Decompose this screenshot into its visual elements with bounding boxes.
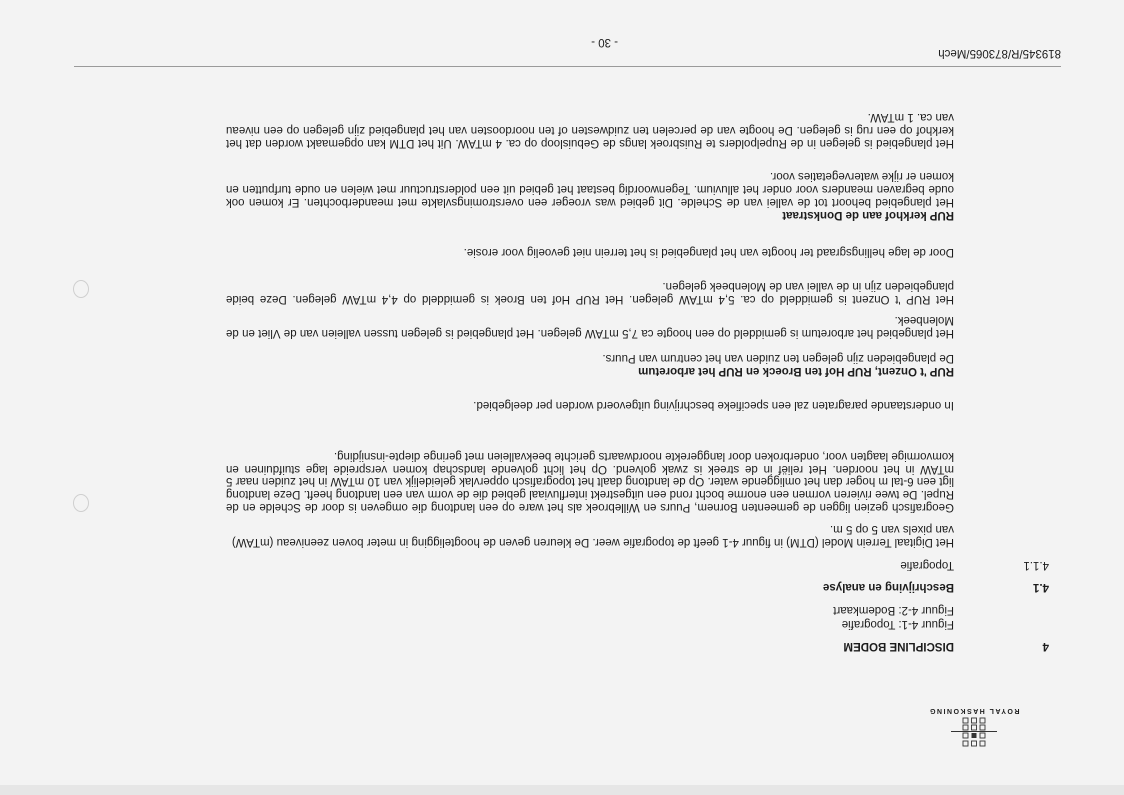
- subheading-kerkhof: RUP kerkhof aan de Donkstraat: [782, 209, 954, 221]
- subsection-title: Beschrijving en analyse: [822, 581, 954, 593]
- page-number: - 30 -: [591, 36, 618, 48]
- paragraph-dtm: Het Digitaal Terrein Model (DTM) in figuur 4-1 geeft de topografie weer. De kleuren geven de hoogteligging in meter boven zeeniveau (mTAW) van pixels van 5 op 5 m.: [231, 523, 954, 548]
- royal-haskoning-grid-icon: [951, 717, 997, 747]
- paragraph-rupelpolders: Het plangebied is gelegen in de Rupelpolders te Ruisbroek langs de Gebuisloop op ca. 4 mTAW. Uit het DTM kan opgemaakt worden dat het kerkhof op een rug is gelegen. De hoogte van de percelen ten zuidwesten of ten noordoosten van het plangebied zijn gelegen op een niveau van ca. 1 mTAW.: [226, 111, 954, 149]
- company-logo: [919, 707, 1029, 747]
- paragraph-deelgebieden: In onderstaande paragraten zal een specifieke beschrijving uitgevoerd worden per deelgebied.: [473, 399, 954, 411]
- subsection-number: 4.1: [1033, 581, 1049, 593]
- section-title: DISCIPLINE BODEM: [843, 640, 954, 652]
- figure-caption-1: Figuur 4-1: Topografie: [841, 618, 954, 630]
- document-reference: 819345/R/873065/Mech: [938, 47, 1061, 59]
- paragraph-erosie: Door de lage hellingsgraad ter hoogte van het plangebied is het terrein niet gevoelig voor erosie.: [463, 246, 954, 258]
- paragraph-onzent-hof: Het RUP 't Onzent is gemiddeld op ca. 5,4 mTAW gelegen. Het RUP Hof ten Broek is gemiddeld op 4,4 mTAW gelegen. Deze beide plangebieden zijn in de vallei van de Molenbeek gelegen.: [226, 280, 954, 305]
- paragraph-ligging: De plangebieden zijn gelegen ten zuiden van het centrum van Puurs.: [602, 352, 954, 364]
- subsubsection-number: 4.1.1: [1023, 559, 1049, 571]
- paragraph-arboretum: Het plangebied het arboretum is gemiddeld op een hoogte ca 7,5 mTAW gelegen. Het plangebied is gelegen tussen valleien van de Vliet en de Molenbeek.: [226, 314, 954, 339]
- subheading-rup-onzent: RUP 't Onzent, RUP Hof ten Broeck en RUP het arboretum: [638, 365, 954, 377]
- punch-hole-mark: [73, 494, 89, 512]
- figure-caption-2: Figuur 4-2: Bodemkaart: [833, 604, 954, 616]
- punch-hole-mark: [73, 280, 89, 298]
- logo-text: ROYAL HASKONING: [928, 707, 1020, 714]
- section-number: 4: [1042, 640, 1049, 652]
- paragraph-schelde-vallei: Het plangebied behoort tot de vallei van de Schelde. Dit gebied was vroeger een overstromingsvlakte met meanderbochten. Er komen ook oude begraven meanders voor onder het alluvium. Tegenwoordig bestaat het gebied uit een polderstructuur met wielen en oude turfputten en komen er rijke watervegetaties voor.: [226, 170, 954, 208]
- footer-rule: [74, 66, 1061, 67]
- subsubsection-title: Topografie: [900, 559, 954, 571]
- paragraph-geografie: Geografisch gezien liggen de gemeenten Bornem, Puurs en Willebroek als het ware op een landtong die omgeven is door de Schelde en de Rupel. De twee rivieren vormen een enorme bocht rond een uitgestrekt interfluviaal gebied die de vorm van een landtong heeft. Deze landtong ligt een 6-tal m hoger dan het omliggende water. Op de landtong daalt het topografisch oppervlak geleidelijk van 10 mTAW in het zuiden naar 5 mTAW in het noorden. Het reliëf in de streek is zwak golvend. Op het licht golvende landschap komen verspreide lage stuifduinen en komvormige laagten voor, onderbroken door langgerekte noordwaarts gerichte beekvalleien met geringe diepte-insnijding.: [226, 449, 954, 513]
